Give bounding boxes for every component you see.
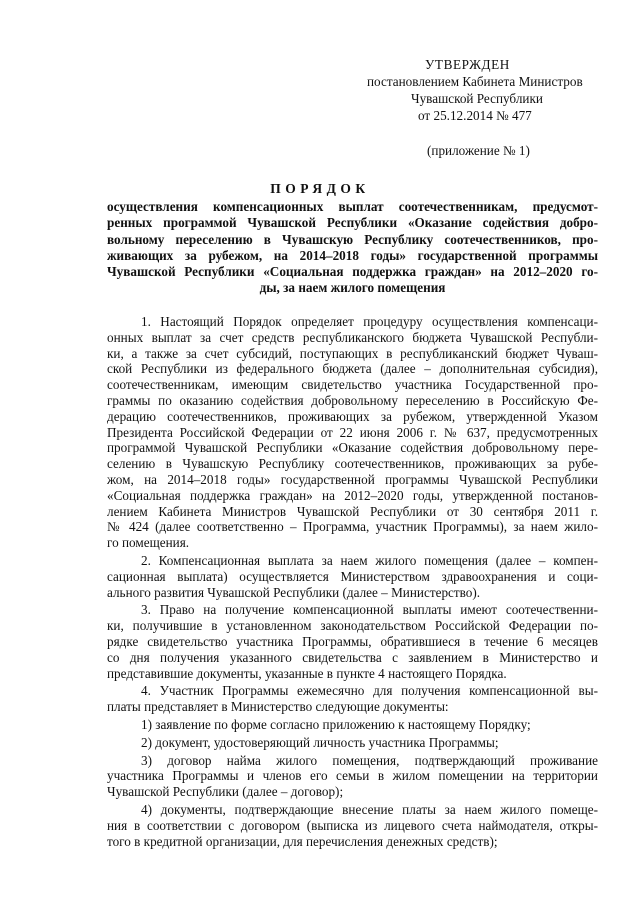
paragraph — [107, 802, 598, 849]
paragraph-line: жом, на 2014–2018 годы» государственной программы Чувашской Республики — [107, 471, 598, 487]
approval-date-number: от 25.12.2014 № 477 — [418, 108, 532, 123]
paragraph-line: ки, а также за счет субсидий, поступающих в республиканский бюджет Чуваш- — [107, 345, 598, 361]
paragraph-line: соотечественникам, имеющим свидетельство участника Государственной про- — [107, 377, 598, 393]
approval-heading: УТВЕРЖДЕН — [425, 57, 510, 72]
document-title: ПОРЯДОК — [270, 181, 370, 196]
paragraph-line: граммы по оказанию содействия добровольному переселению в Российскую Фе- — [107, 392, 598, 408]
paragraph-line: участника Программы и членов его семьи в жилом помещении на территории — [107, 768, 598, 784]
paragraph-line: лением Кабинета Министров Чувашской Республики от 30 сентября 2011 г. — [107, 503, 598, 519]
paragraph-line: 4) документы, подтверждающие внесение платы за наем жилого помеще- — [141, 801, 598, 817]
paragraph — [107, 735, 598, 751]
paragraph-line: 3. Право на получение компенсационной выплаты имеют соотечественни- — [141, 602, 598, 618]
paragraph-line: со дня получения указанного свидетельства с заявлением в Министерство и — [107, 649, 598, 665]
paragraph-line: Чувашской Республики (далее – договор); — [107, 784, 344, 800]
paragraph — [107, 553, 598, 600]
paragraph-line: ального развития Чувашской Республики (далее – Министерство). — [107, 584, 481, 600]
paragraph-line: представившие документы, указанные в пункте 4 настоящего Порядка. — [107, 665, 507, 681]
paragraph-line: селению в Чувашскую Республику соотечественников, проживающих за рубе- — [107, 456, 598, 472]
paragraph-line: программой Чувашской Республики «Оказание содействия добровольному пере- — [107, 440, 598, 456]
paragraph-line: Президента Российской Федерации от 22 июня 2006 г. № 637, предусмотренных — [107, 424, 598, 440]
paragraph-line: дерацию соотечественников, проживающих за рубежом, утвержденной Указом — [107, 408, 598, 424]
paragraph-line: ской Республики из федерального бюджета (далее – дополнительная субсидия), — [107, 361, 598, 377]
subtitle-line: вольному переселению в Чувашскую Республику соотечественников, про- — [107, 231, 598, 247]
subtitle-line: ренных программой Чувашской Республики «Оказание содействия добро- — [107, 215, 598, 231]
document-subtitle — [107, 199, 598, 297]
subtitle-line: осуществления компенсационных выплат соотечественникам, предусмот- — [107, 199, 598, 214]
paragraph — [107, 753, 598, 800]
paragraph — [107, 683, 598, 715]
paragraph-line: ния в соответствии с договором (выписка из лицевого счета наймодателя, откры- — [107, 817, 598, 833]
paragraph-line: 2) документ, удостоверяющий личность участника Программы; — [141, 734, 499, 750]
paragraph-line: онных выплат за счет средств республиканского бюджета Чувашской Республи- — [107, 329, 598, 345]
subtitle-line: Чувашской Республики «Социальная поддержка граждан» на 2012–2020 го- — [107, 264, 598, 280]
approval-issuer: постановлением Кабинета Министров — [367, 74, 583, 89]
paragraph-line: того в кредитной организации, для перечисления денежных средств); — [107, 833, 498, 849]
paragraph-line: рядке свидетельство участника Программы, обратившиеся в течение 6 месяцев — [107, 633, 598, 649]
paragraph-line: го помещения. — [107, 535, 190, 551]
paragraph-line: № 424 (далее соответственно – Программа, участник Программы), за наем жило- — [107, 519, 598, 535]
document-body — [107, 314, 598, 849]
paragraph — [107, 602, 598, 681]
paragraph-line: 2. Компенсационная выплата за наем жилого помещения (далее – компен- — [141, 552, 598, 568]
paragraph-line: ки, получившие в установленном законодательством Российской Федерации по- — [107, 618, 598, 634]
subtitle-line: живающих за рубежом, на 2014–2018 годы» государственной программы — [107, 247, 598, 263]
paragraph-line: 4. Участник Программы ежемесячно для получения компенсационной вы- — [141, 683, 598, 699]
paragraph — [107, 717, 598, 733]
paragraph-line: 1. Настоящий Порядок определяет процедуру осуществления компенсаци- — [141, 314, 598, 329]
subtitle-line: ды, за наем жилого помещения — [259, 280, 446, 296]
paragraph — [107, 314, 598, 551]
approval-stamp — [355, 56, 625, 159]
approval-republic: Чувашской Республики — [411, 91, 543, 106]
annex-label: (приложение № 1) — [427, 143, 530, 158]
paragraph-line: «Социальная поддержка граждан» на 2012–2020 годы, утвержденной постанов- — [107, 487, 598, 503]
paragraph-line: платы представляет в Министерство следующие документы: — [107, 699, 449, 715]
paragraph-line: 3) договор найма жилого помещения, подтверждающий проживание — [141, 752, 598, 768]
paragraph-line: 1) заявление по форме согласно приложению к настоящему Порядку; — [141, 716, 531, 732]
paragraph-line: сационная выплата) осуществляется Министерством здравоохранения и соци- — [107, 568, 598, 584]
